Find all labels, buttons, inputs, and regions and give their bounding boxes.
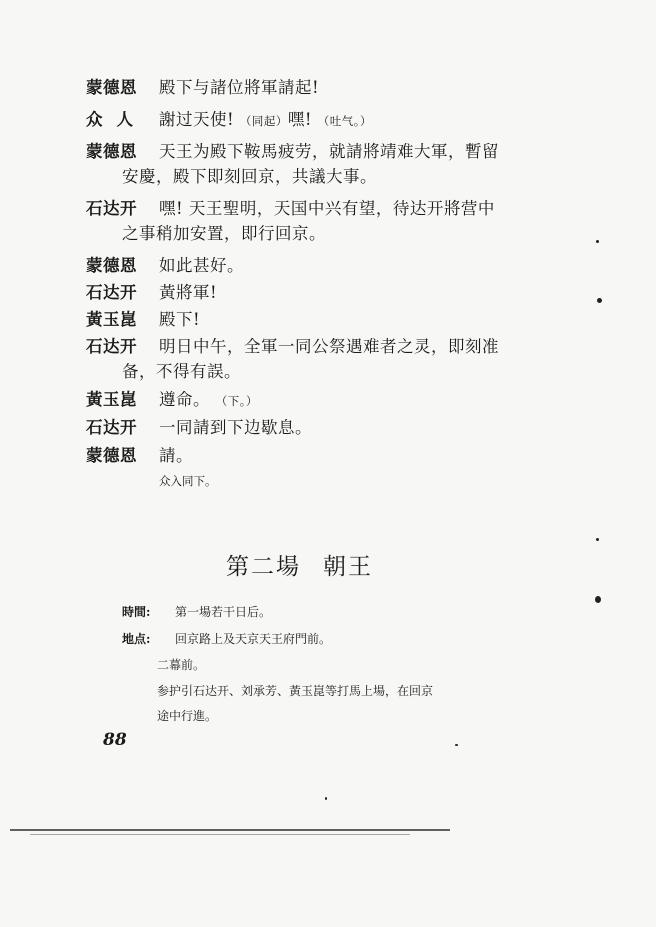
dialogue-continuation: 备，不得有誤。 — [122, 362, 241, 381]
speaker-name: 石达开 — [86, 337, 137, 356]
speaker-name: 蒙德恩 — [86, 142, 137, 161]
action-line: 参护引石达开、刘承芳、黃玉崑等打馬上場，在回京 — [157, 684, 434, 698]
place-label: 地点: — [122, 632, 151, 646]
curtain-note: 二幕前。 — [157, 658, 206, 672]
dialogue-text: 謝过天使! （同起）嘿! （吐气。） — [159, 110, 373, 129]
time-value: 第一場若干日后。 — [175, 605, 272, 619]
scan-speck — [597, 298, 602, 303]
time-label: 時間: — [122, 605, 151, 619]
dialogue-text: 一同請到下边歇息。 — [159, 418, 312, 437]
stage-direction: 众入同下。 — [159, 474, 217, 488]
scan-speck — [595, 596, 601, 603]
stage-direction-inline: （同起） — [239, 114, 288, 128]
dialogue-continuation: 之事稍加安置，即行回京。 — [122, 224, 326, 243]
speaker-name: 众人 — [86, 110, 147, 129]
speaker-name: 蒙德恩 — [86, 446, 137, 465]
dialogue-continuation: 安慶，殿下即刻回京，共議大事。 — [122, 167, 377, 186]
place-value: 回京路上及天京天王府門前。 — [175, 632, 332, 646]
speaker-name: 蒙德恩 — [86, 256, 137, 275]
scene-title — [226, 548, 373, 581]
scan-edge-line — [10, 829, 450, 831]
dialogue-text: 遵命。 （下。） — [159, 390, 258, 409]
speaker-name: 黃玉崑 — [86, 310, 137, 329]
dialogue-text: 如此甚好。 — [159, 256, 244, 275]
speaker-name: 石达开 — [86, 199, 137, 218]
action-line: 途中行進。 — [157, 709, 218, 723]
dialogue-text: 天王为殿下鞍馬疲劳，就請將靖难大軍，暫留 — [159, 142, 499, 161]
speaker-name: 黃玉崑 — [86, 390, 137, 409]
scan-speck — [455, 744, 458, 746]
speaker-name: 石达开 — [86, 283, 137, 302]
speaker-name: 蒙德恩 — [86, 78, 137, 97]
scan-speck — [596, 538, 599, 541]
dialogue-text: 殿下! — [159, 310, 201, 329]
scene-number: 第二場 — [226, 554, 301, 580]
page-number: 88 — [103, 730, 127, 750]
dialogue-text: 嘿! 天王聖明，天国中兴有望，待达开將营中 — [159, 199, 495, 218]
scene-name: 朝王 — [323, 554, 373, 580]
scan-speck — [325, 797, 327, 800]
stage-direction-inline: （下。） — [215, 394, 258, 408]
scan-edge-line — [30, 834, 410, 835]
speaker-name: 石达开 — [86, 418, 137, 437]
scan-speck — [596, 240, 599, 243]
dialogue-text: 請。 — [159, 446, 193, 465]
stage-direction-inline: （吐气。） — [317, 114, 373, 128]
dialogue-text: 明日中午，全軍一同公祭遇难者之灵，即刻准 — [159, 337, 499, 356]
dialogue-text: 黃將軍! — [159, 283, 218, 302]
dialogue-text: 殿下与諸位將軍請起! — [159, 78, 320, 97]
